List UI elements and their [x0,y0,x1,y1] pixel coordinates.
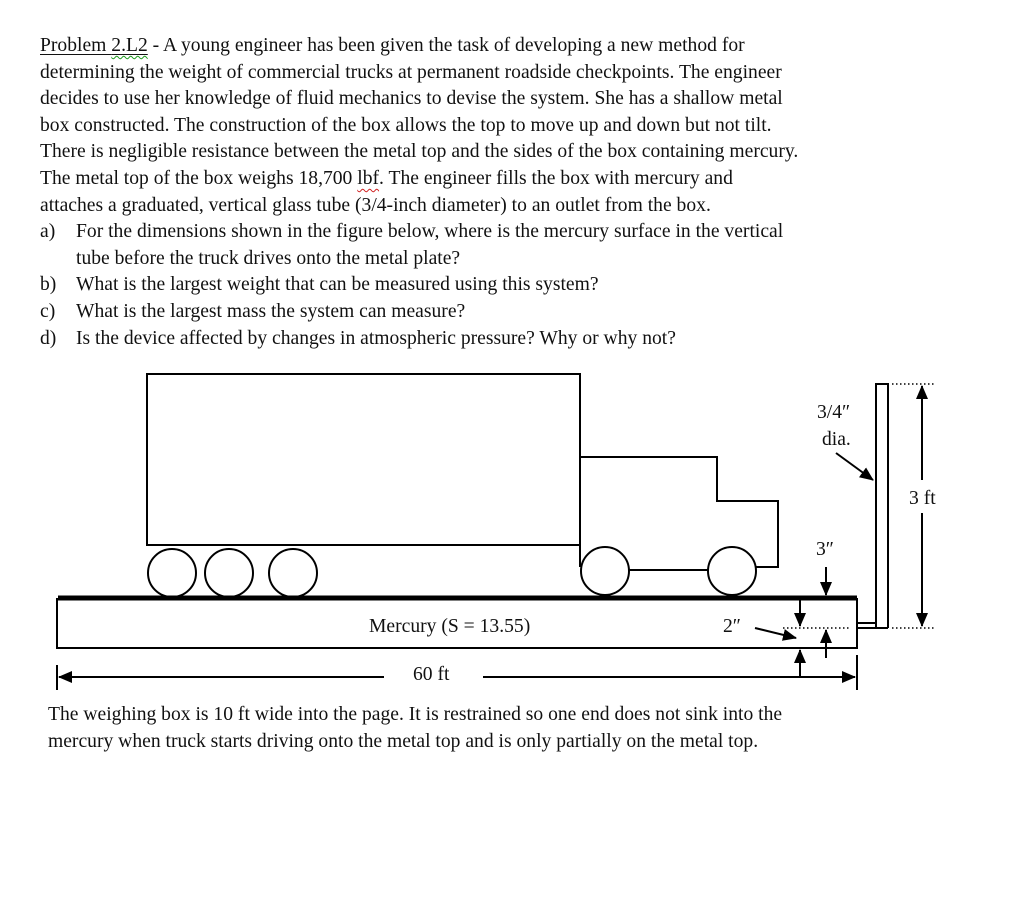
problem-line-5: There is negligible resistance between the metal top and the sides of the box containing mercury. [40,141,799,163]
problem-line-6: The metal top of the box weighs 18,700 lbf. The engineer fills the box with mercury and [40,167,733,189]
length-label: 60 ft [413,664,450,685]
problem-line-1: Problem 2.L2 - A young engineer has been given the task of developing a new method for [40,35,745,56]
truck-cab [580,457,778,570]
glass-tube [857,384,888,628]
problem-number: Problem 2.L2 [40,35,148,56]
length-dimension [57,655,857,690]
tube-height-label: 3 ft [909,488,936,509]
problem-statement [40,33,960,352]
truck-wheels [148,547,756,597]
weight-unit: lbf [357,167,380,189]
question-a-cont: tube before the truck drives onto the metal plate? [76,247,461,269]
depth-label: 2″ [723,616,741,637]
problem-code: 2.L2 [111,35,148,56]
question-b: b) What is the largest weight that can be measured using this system? [40,274,599,296]
question-d: d) Is the device affected by changes in atmospheric pressure? Why or why not? [40,327,676,349]
depth-dimension [755,600,826,678]
mercury-label: Mercury (S = 13.55) [369,616,531,637]
problem-line-4: box constructed. The construction of the box allows the top to move up and down but not tilt. [40,114,772,136]
top-gap-label: 3″ [816,539,834,560]
problem-line-2: determining the weight of commercial trucks at permanent roadside checkpoints. The engineer [40,61,782,83]
truck-trailer [147,374,580,545]
caption-line-1: The weighing box is 10 ft wide into the page. It is restrained so one end does not sink into the [48,704,783,725]
figure-caption [48,702,968,755]
problem-line-7: attaches a graduated, vertical glass tube (3/4-inch diameter) to an outlet from the box. [40,194,711,216]
caption-line-2: mercury when truck starts driving onto the metal top and is only partially on the metal top. [48,730,759,752]
question-a: a) For the dimensions shown in the figure below, where is the mercury surface in the vertical [40,221,784,243]
dotted-level-lines [783,384,935,628]
tube-diameter-label-dia: dia. [822,429,851,450]
question-c: c) What is the largest mass the system can measure? [40,300,466,322]
mercury-box [57,599,857,648]
tube-diameter-label: 3/4″ [817,402,851,423]
diameter-leader [836,453,873,480]
problem-line-3: decides to use her knowledge of fluid mechanics to devise the system. She has a shallow metal [40,88,783,110]
